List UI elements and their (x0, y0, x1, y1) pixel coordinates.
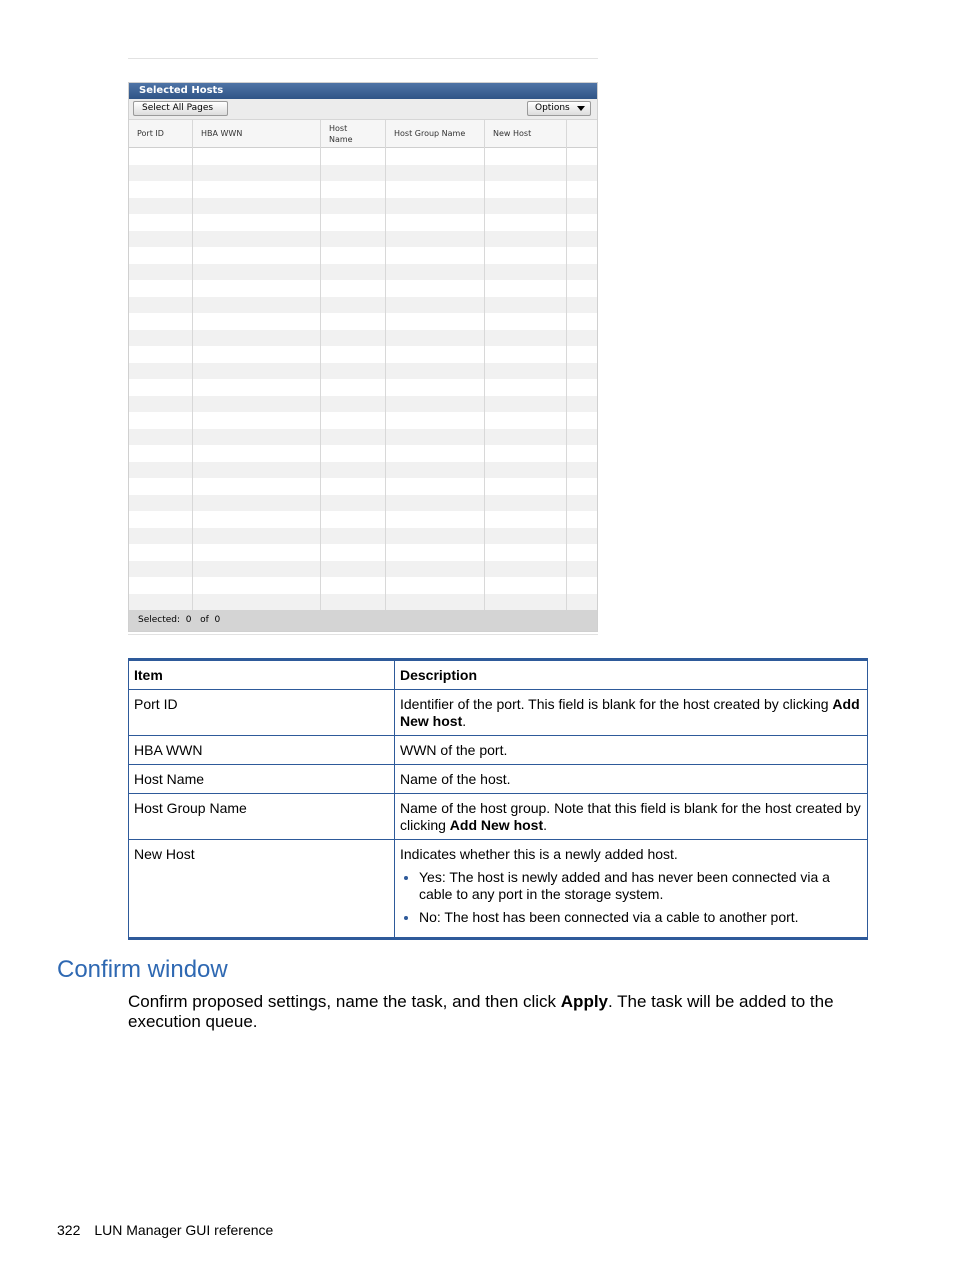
column-header-hba-wwn[interactable]: HBA WWN (193, 120, 321, 147)
grid-body (129, 148, 597, 610)
empty-grid-row (129, 280, 597, 297)
empty-grid-row (129, 363, 597, 380)
column-header-host-name[interactable]: Host Name (321, 120, 386, 147)
empty-grid-row (129, 330, 597, 347)
table-row (129, 794, 868, 840)
column-header-description: Description (395, 660, 868, 690)
section-heading: Confirm window (57, 956, 228, 983)
column-divider (385, 120, 386, 610)
selected-hosts-panel (128, 82, 598, 632)
table-row (129, 690, 868, 736)
empty-grid-row (129, 379, 597, 396)
empty-grid-row (129, 198, 597, 215)
column-header-item: Item (129, 660, 395, 690)
empty-grid-row (129, 247, 597, 264)
empty-grid-row (129, 313, 597, 330)
select-all-pages-button[interactable]: Select All Pages (133, 101, 228, 116)
description-cell: Name of the host. (395, 765, 868, 794)
empty-grid-row (129, 495, 597, 512)
empty-grid-row (129, 165, 597, 182)
panel-toolbar (129, 99, 597, 120)
bullet-list (400, 869, 862, 926)
bottom-rule (128, 634, 598, 635)
empty-grid-row (129, 561, 597, 578)
list-item: • No: The host has been connected via a cable to another port. (419, 909, 862, 926)
empty-grid-row (129, 462, 597, 479)
empty-grid-row (129, 445, 597, 462)
description-cell: Indicates whether this is a newly added host. • Yes: The host is newly added and has never been connected via a cable to any port in the storage system. • No: The host has been connected via a cable to another port. (395, 840, 868, 939)
item-cell: Host Group Name (129, 794, 395, 840)
empty-grid-row (129, 148, 597, 165)
table-header-row (129, 660, 868, 690)
panel-title: Selected Hosts (129, 83, 597, 99)
empty-grid-row (129, 214, 597, 231)
top-rule (128, 58, 598, 59)
description-cell: Name of the host group. Note that this field is blank for the host created by clicking Add New host. (395, 794, 868, 840)
column-header-host-group-name[interactable]: Host Group Name (386, 120, 485, 147)
selection-status-bar: Selected: 0 of 0 (129, 610, 597, 631)
column-header-new-host[interactable]: New Host (485, 120, 567, 147)
empty-grid-row (129, 478, 597, 495)
item-cell: Host Name (129, 765, 395, 794)
column-header-port-id[interactable]: Port ID (129, 120, 193, 147)
empty-grid-row (129, 594, 597, 611)
selected-count: 0 (185, 615, 192, 625)
item-cell: Port ID (129, 690, 395, 736)
empty-grid-row (129, 412, 597, 429)
page-number: 322 (57, 1222, 81, 1238)
column-divider (320, 120, 321, 610)
list-item: • Yes: The host is newly added and has never been connected via a cable to any port in the storage system. (419, 869, 862, 903)
empty-grid-row (129, 429, 597, 446)
column-divider (566, 120, 567, 610)
empty-grid-row (129, 181, 597, 198)
column-divider (192, 120, 193, 610)
column-divider (484, 120, 485, 610)
page-footer (57, 1222, 273, 1238)
total-count: 0 (214, 615, 221, 625)
item-description-table (128, 658, 868, 940)
item-cell: New Host (129, 840, 395, 939)
empty-grid-row (129, 231, 597, 248)
table-row (129, 765, 868, 794)
empty-grid-row (129, 264, 597, 281)
table-row (129, 840, 868, 939)
chevron-down-icon (577, 106, 585, 111)
description-cell: WWN of the port. (395, 736, 868, 765)
options-dropdown[interactable] (527, 101, 591, 116)
empty-grid-row (129, 511, 597, 528)
empty-grid-row (129, 346, 597, 363)
options-label: Options (535, 103, 570, 113)
empty-grid-row (129, 396, 597, 413)
empty-grid-row (129, 297, 597, 314)
item-cell: HBA WWN (129, 736, 395, 765)
section-paragraph: Confirm proposed settings, name the task, and then click Apply. The task will be added to the execution queue. (128, 992, 834, 1031)
empty-grid-row (129, 577, 597, 594)
grid-header (129, 120, 597, 148)
description-cell: Identifier of the port. This field is blank for the host created by clicking Add New host. (395, 690, 868, 736)
empty-grid-row (129, 528, 597, 545)
empty-grid-row (129, 544, 597, 561)
table-row (129, 736, 868, 765)
footer-title: LUN Manager GUI reference (94, 1222, 274, 1238)
